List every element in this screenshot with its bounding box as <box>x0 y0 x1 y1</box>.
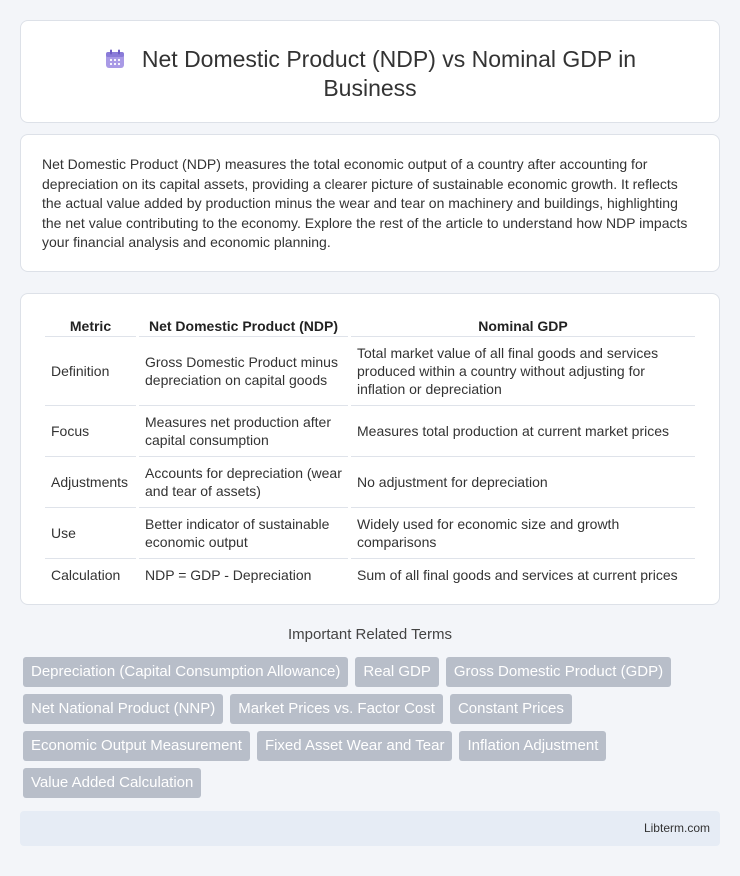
comparison-card <box>20 293 720 605</box>
calendar-icon <box>104 48 126 70</box>
related-terms-title: Important Related Terms <box>288 626 452 643</box>
related-terms-list <box>23 657 713 798</box>
row-metric: Adjustments <box>45 457 136 508</box>
row-ndp: NDP = GDP - Depreciation <box>145 567 312 583</box>
footer <box>20 811 720 846</box>
related-term-tag[interactable]: Value Added Calculation <box>23 768 201 798</box>
intro-paragraph: Net Domestic Product (NDP) measures the total economic output of a country after accounting for depreciation on its capital assets, providing a clearer picture of sustainable economic growth. It reflects the actual value added by production minus the wear and tear on machinery and buildings, highlighting the net value contributing to the economy. Explore the rest of the article to understand how NDP impacts your financial analysis and economic planning. <box>42 156 688 251</box>
row-nominal-gdp: No adjustment for depreciation <box>351 457 695 508</box>
related-term-tag[interactable]: Market Prices vs. Factor Cost <box>230 694 443 724</box>
row-nominal-gdp: Sum of all final goods and services at current prices <box>357 567 678 583</box>
row-metric: Definition <box>45 337 136 406</box>
related-term-tag[interactable]: Fixed Asset Wear and Tear <box>257 731 453 761</box>
related-term-tag[interactable]: Constant Prices <box>450 694 572 724</box>
table-row <box>45 457 695 508</box>
row-ndp: Gross Domestic Product minus depreciation on capital goods <box>139 337 348 406</box>
title-card <box>20 20 720 123</box>
row-nominal-gdp: Measures total production at current market prices <box>351 406 695 457</box>
row-ndp: Accounts for depreciation (wear and tear of assets) <box>139 457 348 508</box>
related-term-tag[interactable]: Gross Domestic Product (GDP) <box>446 657 671 687</box>
row-ndp: Better indicator of sustainable economic output <box>139 508 348 559</box>
table-row <box>45 559 695 591</box>
table-row <box>45 406 695 457</box>
row-nominal-gdp: Total market value of all final goods and services produced within a country without adjusting for inflation or depreciation <box>351 337 695 406</box>
table-row <box>45 337 695 406</box>
table-header-row <box>45 315 695 337</box>
table-row <box>45 508 695 559</box>
related-term-tag[interactable]: Net National Product (NNP) <box>23 694 223 724</box>
row-ndp: Measures net production after capital consumption <box>139 406 348 457</box>
row-metric: Calculation <box>51 567 121 583</box>
row-metric: Focus <box>45 406 136 457</box>
header-nominal-gdp: Nominal GDP <box>351 315 695 337</box>
page-title-wrap <box>21 45 719 103</box>
comparison-table <box>42 315 698 591</box>
intro-card <box>20 134 720 272</box>
related-term-tag[interactable]: Depreciation (Capital Consumption Allowance) <box>23 657 348 687</box>
related-term-tag[interactable]: Inflation Adjustment <box>459 731 606 761</box>
footer-site-link[interactable]: Libterm.com <box>643 821 710 835</box>
related-term-tag[interactable]: Real GDP <box>355 657 439 687</box>
header-ndp: Net Domestic Product (NDP) <box>139 315 348 337</box>
header-metric: Metric <box>45 315 136 337</box>
row-nominal-gdp: Widely used for economic size and growth comparisons <box>351 508 695 559</box>
page-title: Net Domestic Product (NDP) vs Nominal GDP in Business <box>141 46 637 101</box>
row-metric: Use <box>45 508 136 559</box>
related-term-tag[interactable]: Economic Output Measurement <box>23 731 250 761</box>
